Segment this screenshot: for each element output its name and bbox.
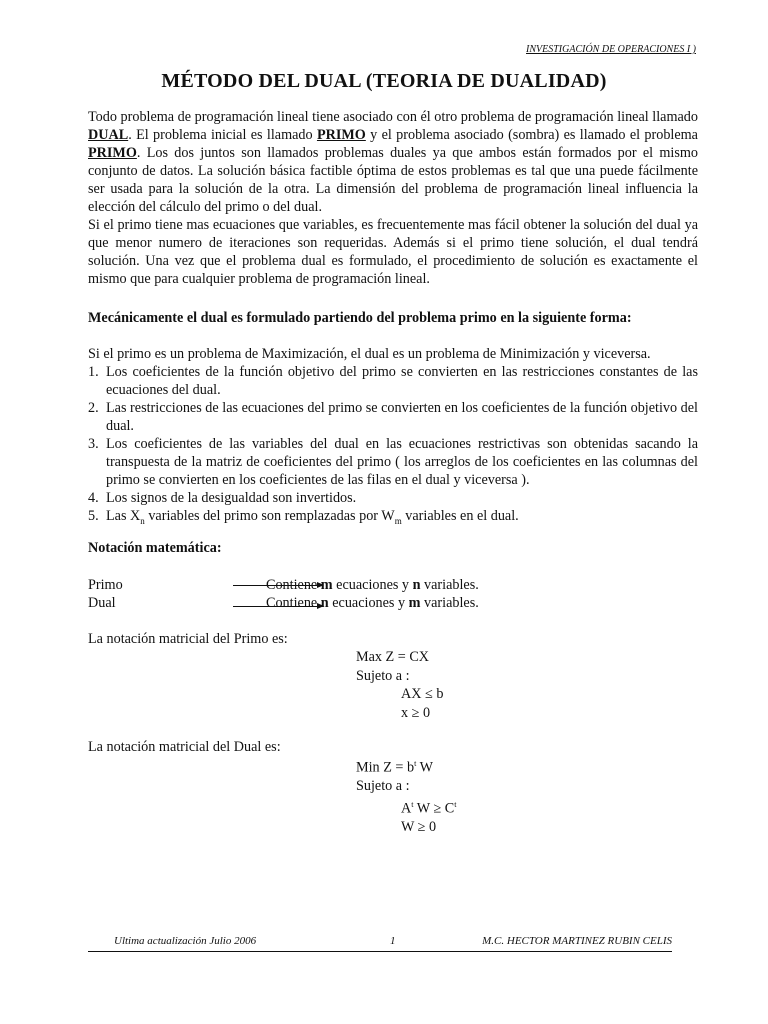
- list-number: 2.: [88, 400, 99, 416]
- list-number: 5.: [88, 508, 99, 524]
- footer-update-date: Ultima actualización Julio 2006: [114, 935, 257, 947]
- mecanica-lead: Si el primo es un problema de Maximización, el dual es un problema de Minimización y viceversa.: [88, 346, 651, 362]
- mecanica-block: [88, 345, 698, 530]
- rules-list: [88, 363, 698, 530]
- list-item-text: [106, 508, 519, 524]
- dual-subject-to: Sujeto a :: [356, 778, 410, 795]
- dual-matrix-block: [356, 755, 457, 836]
- footer-author: M.C. HECTOR MARTINEZ RUBIN CELIS: [482, 935, 672, 947]
- dual-description: [266, 594, 479, 612]
- term-primo: PRIMO: [88, 145, 137, 161]
- superscript-t: t: [411, 799, 414, 809]
- intro-paragraph-2: Si el primo tiene mas ecuaciones que variables, es frecuentemente mas fácil obtener la solución del dual ya que menor numero de iteraciones son requeridas. Además si el primo tiene solución, el dual tendrá solución. Una vez que el problema dual es formulado, el procedimiento de solución es exactamente el mismo que para cualquier problema de programación lineal.: [88, 217, 698, 287]
- footer-page-number: 1: [390, 935, 396, 947]
- notation-row-dual: [88, 594, 698, 612]
- list-item: [88, 489, 698, 507]
- text-run: variables.: [420, 595, 479, 611]
- intro-section: [88, 108, 698, 288]
- intro-text: y el problema asociado (sombra) es llamado el problema: [365, 127, 698, 143]
- list-item-text: Los coeficientes de las variables del dual en las ecuaciones restrictivas son obtenidas sacando la transpuesta de la matriz de coeficientes del primo ( los arreglos de los coeficientes en las columnas del primo se convierten en los coeficientes de las filas en el dual y viceversa ).: [106, 436, 698, 488]
- text-run: A: [401, 800, 412, 817]
- text-run: variables del primo son remplazadas por W: [144, 508, 395, 524]
- primo-description: [266, 576, 479, 594]
- primo-constraint: AX ≤ b: [401, 686, 444, 702]
- dual-matrix-label: La notación matricial del Dual es:: [88, 739, 281, 755]
- section-heading-notacion: Notación matemática:: [88, 540, 222, 556]
- dual-nonnegativity: W ≥ 0: [401, 818, 437, 835]
- term-primo: PRIMO: [316, 127, 366, 143]
- term-dual: DUAL: [88, 127, 129, 143]
- primo-matrix-block: [356, 648, 443, 722]
- primo-nonnegativity: x ≥ 0: [401, 704, 431, 721]
- list-item: [88, 507, 698, 530]
- intro-text: Todo problema de programación lineal tiene asociado con él otro problema de programación lineal llamado: [88, 109, 698, 125]
- text-run: n: [412, 577, 421, 593]
- text-run: Las X: [106, 508, 141, 524]
- list-item-text: Los coeficientes de la función objetivo del primo se convierten en las restricciones constantes de las ecuaciones del dual.: [106, 364, 698, 398]
- superscript-t: t: [454, 799, 457, 809]
- text-run: W ≥ C: [413, 800, 455, 817]
- superscript-t: t: [414, 759, 417, 768]
- running-header: INVESTIGACIÓN DE OPERACIONES I ): [526, 44, 696, 55]
- subscript-n: n: [140, 515, 145, 526]
- text-run: Contiene: [266, 577, 321, 593]
- list-item-text: Las restricciones de las ecuaciones del primo se convierten en los coeficientes de la función objetivo del dual.: [106, 400, 698, 434]
- notation-row-primo: [88, 576, 698, 594]
- text-run: m: [320, 577, 333, 593]
- list-number: 4.: [88, 490, 99, 506]
- dual-label: Dual: [88, 595, 116, 611]
- page-footer: [88, 935, 672, 952]
- intro-text: . El problema inicial es llamado: [128, 127, 317, 143]
- intro-text: . Los dos juntos son llamados problemas duales ya que ambos están formados por el mismo conjunto de datos. La solución básica factible óptima de estos problemas es tal que una puede fácilmente ser usada para la solución de la otra. La dimensión del problema de programación lineal influencia la elección del cálculo del primo o del dual.: [88, 145, 698, 215]
- list-item: [88, 399, 698, 435]
- list-number: 1.: [88, 364, 99, 380]
- list-item: [88, 363, 698, 399]
- dual-constraint: [356, 796, 457, 818]
- dual-objective: [356, 755, 457, 777]
- primo-subject-to: Sujeto a :: [356, 667, 410, 684]
- primo-label: Primo: [88, 577, 123, 593]
- primo-matrix-label: La notación matricial del Primo es:: [88, 631, 288, 647]
- primo-objective: Max Z = CX: [356, 649, 430, 665]
- text-run: ecuaciones y: [332, 577, 413, 593]
- list-item-text: Los signos de la desigualdad son invertidos.: [106, 490, 357, 506]
- text-run: m: [408, 595, 421, 611]
- page-title: MÉTODO DEL DUAL (TEORIA DE DUALIDAD): [161, 70, 607, 92]
- text-run: variables.: [420, 577, 479, 593]
- text-run: Min Z = b: [356, 759, 415, 776]
- text-run: ecuaciones y: [328, 595, 409, 611]
- text-run: W: [416, 759, 433, 776]
- section-heading-mecanica: Mecánicamente el dual es formulado partiendo del problema primo en la siguiente forma:: [88, 310, 632, 326]
- intro-paragraph-1: [88, 108, 698, 216]
- text-run: variables en el dual.: [401, 508, 519, 524]
- list-number: 3.: [88, 436, 99, 452]
- list-item: [88, 435, 698, 489]
- text-run: n: [320, 595, 329, 611]
- subscript-m: m: [394, 515, 402, 526]
- text-run: Contiene: [266, 595, 321, 611]
